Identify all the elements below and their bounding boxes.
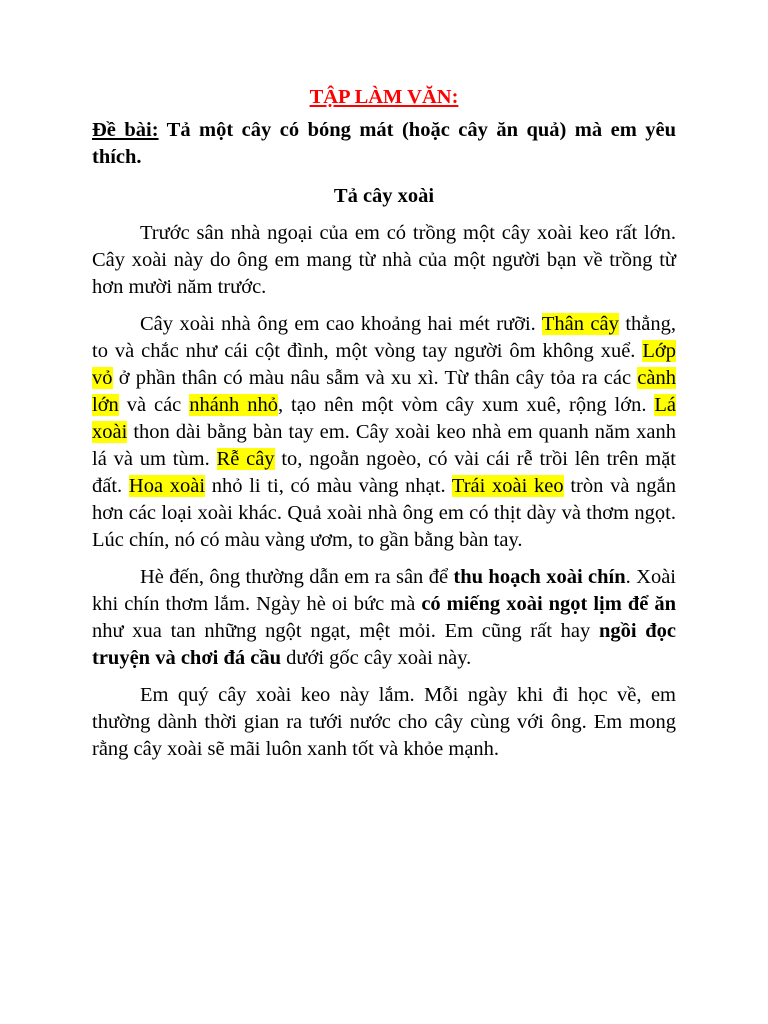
text-run: to, ngoằn ngoèo, có vài cái rễ trồi lên trên mặt đất. <box>92 448 676 497</box>
assignment-text: Tả một cây có bóng mát (hoặc cây ăn quả) mà em yêu thích. <box>92 119 677 168</box>
text-run: nhỏ li ti, có màu vàng nhạt. <box>205 475 452 497</box>
text-run: . Xoài khi chín thơm lắm. Ngày hè oi bức mà <box>92 566 676 615</box>
document-page <box>92 78 676 773</box>
text-run: , tạo nên một vòm cây xum xuê, rộng lớn. <box>277 394 655 416</box>
highlight-re-cay: Rễ cây <box>216 448 275 470</box>
paragraph-description <box>92 311 676 554</box>
text-run: Hè đến, ông thường dẫn em ra sân để <box>140 566 454 588</box>
highlight-lop-vo: Lớp vỏ <box>92 340 676 389</box>
text-run: và các <box>118 394 190 416</box>
assignment-label: Đề bài: <box>92 119 159 141</box>
text-run: ở phần thân có màu nâu sẫm và xu xì. Từ thân cây tỏa ra các <box>112 367 638 389</box>
text-run: Cây xoài nhà ông em cao khoảng hai mét rưỡi. <box>140 313 542 335</box>
highlight-than-cay: Thân cây <box>541 313 619 335</box>
text-run: như xua tan những ngột ngạt, mệt mỏi. Em cũng rất hay <box>92 620 599 642</box>
text-run: thon dài bằng bàn tay em. Cây xoài keo nhà em quanh năm xanh lá và um tùm. <box>92 421 676 470</box>
highlight-la-xoai: Lá xoài <box>92 394 676 443</box>
highlight-canh-lon: cành lớn <box>92 367 676 416</box>
highlight-hoa-xoai: Hoa xoài <box>128 475 206 497</box>
text-run: tròn và ngắn hơn các loại xoài khác. Quả xoài nhà ông em có thịt dày và thơm ngọt. Lúc chín, nó có màu vàng ươm, to gần bằng bàn tay. <box>92 475 676 551</box>
highlight-trai-xoai-keo: Trái xoài keo <box>451 475 564 497</box>
text-run: dưới gốc cây xoài này. <box>281 647 472 669</box>
paragraph-conclusion: Em quý cây xoài keo này lắm. Mỗi ngày khi đi học về, em thường dành thời gian ra tưới nước cho cây cùng với ông. Em mong rằng cây xoài sẽ mãi luôn xanh tốt và khỏe mạnh. <box>92 684 676 760</box>
bold-mieng-xoai: có miếng xoài ngọt lịm để ăn <box>421 593 676 615</box>
text-run: thẳng, to và chắc như cái cột đình, một vòng tay người ôm không xuể. <box>92 313 676 362</box>
assignment-prompt <box>92 117 676 171</box>
highlight-nhanh-nho: nhánh nhỏ <box>189 394 278 416</box>
bold-doc-truyen: ngồi đọc truyện và chơi đá cầu <box>92 620 676 669</box>
paragraph-intro: Trước sân nhà ngoại của em có trồng một cây xoài keo rất lớn. Cây xoài này do ông em mang từ nhà của một người bạn về trồng từ hơn mười năm trước. <box>92 222 676 298</box>
paragraph-activities <box>92 564 676 672</box>
bold-thu-hoach: thu hoạch xoài chín <box>453 566 626 588</box>
document-title: TẬP LÀM VĂN: <box>309 86 459 108</box>
essay-title: Tả cây xoài <box>333 185 435 207</box>
